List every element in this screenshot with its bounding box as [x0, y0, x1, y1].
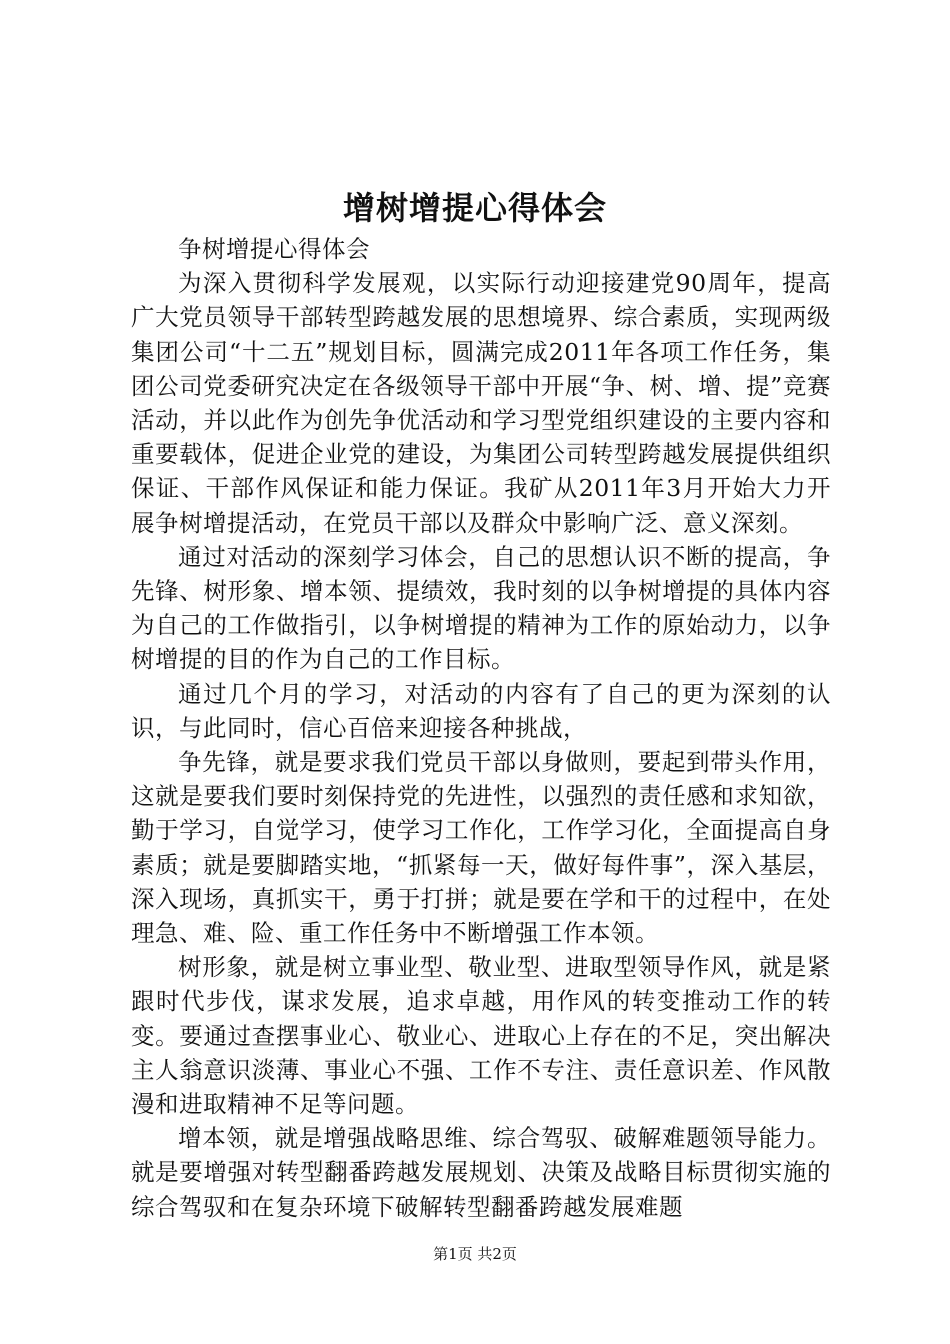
paragraph-subtitle: 争树增提心得体会	[178, 235, 370, 263]
page-number-footer: 第1页 共2页	[433, 1245, 517, 1263]
paragraph-image: 树形象，就是树立事业型、敬业型、进取型领导作风，就是紧跟时代步伐，谋求发展，追求卓越，用作风的转变推动工作的转变。要通过查摆事业心、敬业心、进取心上存在的不足，突出解决主人翁意识淡薄、事业心不强、工作不专注、责任意识差、作风散漫和进取精神不足等问题。	[131, 953, 831, 1119]
document-body	[131, 232, 831, 1224]
paragraph-intro: 为深入贯彻科学发展观，以实际行动迎接建党90周年，提高广大党员领导干部转型跨越发展的思想境界、综合素质，实现两级集团公司“十二五”规划目标，圆满完成2011年各项工作任务，集团公司党委研究决定在各级领导干部中开展“争、树、增、提”竞赛活动，并以此作为创先争优活动和学习型党组织建设的主要内容和重要载体，促进企业党的建设，为集团公司转型跨越发展提供组织保证、干部作风保证和能力保证。我矿从2011年3月开始大力开展争树增提活动，在党员干部以及群众中影响广泛、意义深刻。	[131, 269, 831, 537]
paragraph-vanguard: 争先锋，就是要求我们党员干部以身做则，要起到带头作用，这就是要我们要时刻保持党的先进性，以强烈的责任感和求知欲，勤于学习，自觉学习，使学习工作化，工作学习化，全面提高自身素质；就是要脚踏实地，“抓紧每一天，做好每件事”，深入基层，深入现场，真抓实干，勇于打拼；就是要在学和干的过程中，在处理急、难、险、重工作任务中不断增强工作本领。	[131, 748, 831, 948]
paragraph-study: 通过几个月的学习，对活动的内容有了自己的更为深刻的认识，与此同时，信心百倍来迎接各种挑战，	[131, 679, 831, 742]
paragraph-understanding: 通过对活动的深刻学习体会，自己的思想认识不断的提高，争先锋、树形象、增本领、提绩效，我时刻的以争树增提的具体内容为自己的工作做指引，以争树增提的精神为工作的原始动力，以争树增提的目的作为自己的工作目标。	[131, 542, 831, 674]
paragraph-ability: 增本领，就是增强战略思维、综合驾驭、破解难题领导能力。就是要增强对转型翻番跨越发展规划、决策及战略目标贯彻实施的综合驾驭和在复杂环境下破解转型翻番跨越发展难题	[131, 1124, 831, 1221]
document-title: 增树增提心得体会	[342, 189, 607, 227]
